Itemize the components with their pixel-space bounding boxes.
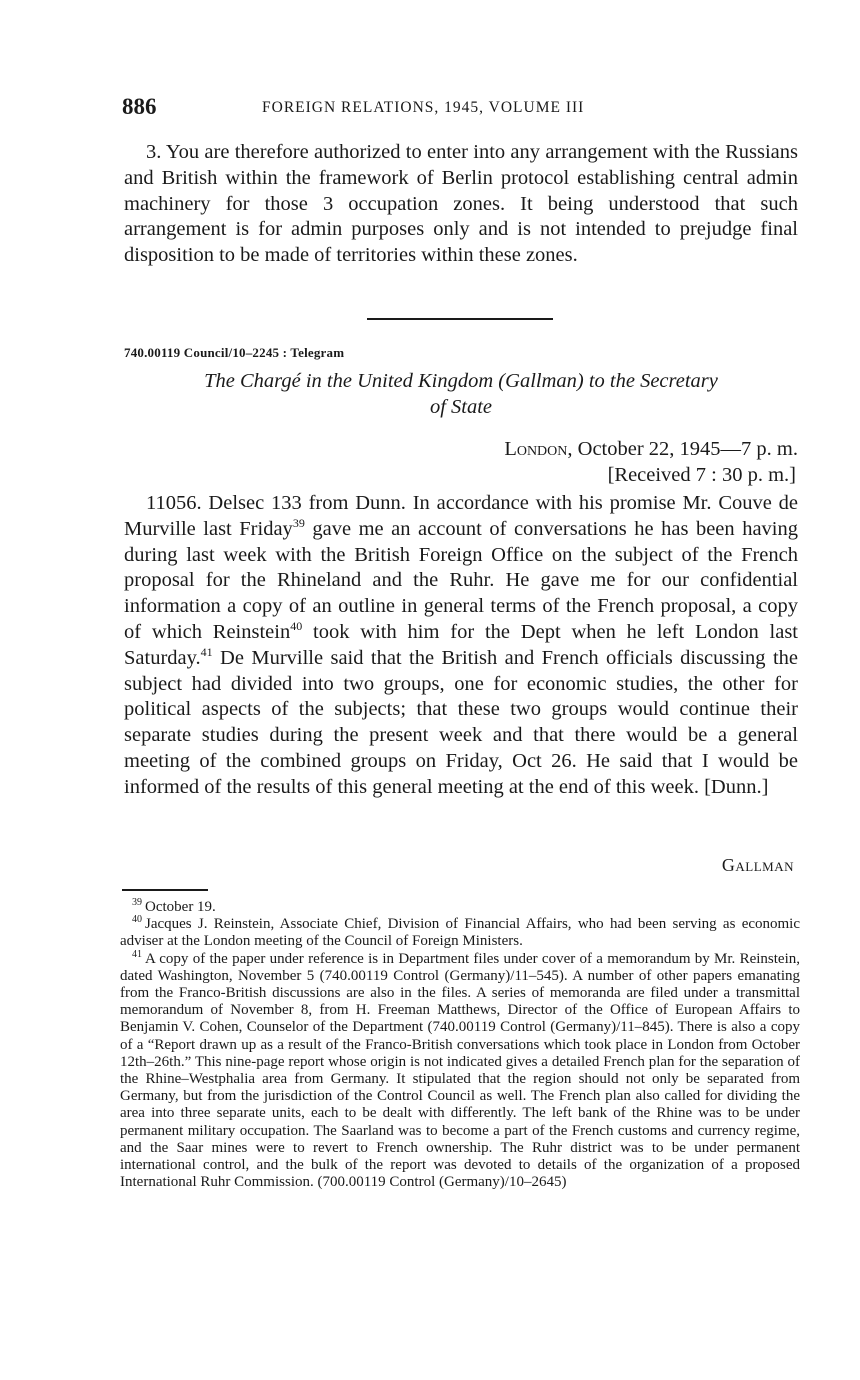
file-reference: 740.00119 Council/10–2245 : Telegram (124, 345, 345, 360)
received-time: [Received 7 : 30 p. m.] (607, 464, 796, 486)
dateline-place: London (504, 438, 568, 460)
footnotes (120, 899, 800, 1191)
telegram-body-part-3: took with him for the Dept when he left London last Saturday. (124, 620, 798, 669)
footnote-text: October 19. (145, 899, 216, 915)
footnote-mark: 41 (132, 948, 142, 960)
footnote-ref-40: 40 (290, 619, 303, 634)
telegram-body-part-1: 11056. Delsec 133 from Dunn. In accordance with his promise Mr. Couve de Murville last Friday (124, 492, 798, 540)
footnote-mark: 39 (132, 897, 142, 908)
paragraph-3-authorization: 3. You are therefore authorized to enter into any arrangement with the Russians and British within the framework of Berlin protocol establishing central admin machinery for those 3 occupation zones. It being understood that such arrangement is for admin purposes only and is not intended to prejudge final disposition to be made of territories within these zones. (124, 141, 798, 267)
footnote-ref-39: 39 (292, 515, 305, 530)
footnote-40 (120, 916, 800, 950)
footnote-ref-41: 41 (200, 644, 213, 659)
footnote-text: A copy of the paper under reference is in Department files under cover of a memorandum by Mr. Reinstein, dated Washington, November 5 (740.00119 Control (Germany)/11–545). A number of other papers emanating from the Franco-British discussions are also in the files. A series of memoranda are filed under a transmittal memorandum of November 8, from H. Freeman Matthews, Director of the Office of European Affairs to Benjamin V. Cohen, Counselor of the Department (740.00119 Control (Germany)/11–845). There is also a copy of a “Report drawn up as a result of the Franco-British conversations which took place in London from October 12th–26th.” This nine-page report whose origin is not indicated gives a detailed French plan for the separation of the Rhine–Westphalia area from Germany. It stipulated that the region should not only be separated from Germany, but from the jurisdiction of the Control Council as well. The French plan also called for dividing the area into three separate units, each to be dealt with differently. The left bank of the Rhine was to be under permanent military occupation. The Saarland was to become a part of the French customs and currency regime, and the Saar mines were to revert to French ownership. The Ruhr district was to be under permanent international control, and the bulk of the report was devoted to details of the organization of a proposed International Ruhr Commission. (700.00119 Control (Germany)/10–2645) (120, 950, 800, 1191)
footnote-divider (122, 889, 208, 891)
footnote-text: Jacques J. Reinstein, Associate Chief, Division of Financial Affairs, who had been serving as economic adviser at the London meeting of the Council of Foreign Ministers. (120, 916, 800, 950)
telegram-body-part-4: De Murville said that the British and French officials discussing the subject had divided into two groups, one for economic studies, the other for political aspects of the subjects; that these two groups would continue their separate studies during the present week and that there would be a general meeting of the combined groups on Friday, Oct 26. He said that I would be informed of the results of this general meeting at the end of this week. [Dunn.] (124, 646, 798, 798)
document-title-line-2: of State (429, 396, 493, 418)
page-header (122, 94, 798, 126)
telegram-body (124, 491, 798, 801)
signature: Gallman (721, 855, 794, 875)
document-title (124, 368, 798, 420)
section-divider (367, 318, 553, 320)
running-head: FOREIGN RELATIONS, 1945, VOLUME III (262, 99, 585, 116)
footnote-41 (120, 948, 800, 1192)
dateline (504, 438, 798, 461)
footnote-39 (120, 899, 800, 916)
document-title-line-1: The Chargé in the United Kingdom (Gallman) to the Secretary (204, 370, 718, 392)
telegram-body-part-2: gave me an account of conversations he has been having during last week with the British Foreign Office on the subject of the French proposal for the Rhineland and the Ruhr. He gave me for our confidential information a copy of an outline in general terms of the French proposal, a copy of which Reinstein (124, 517, 798, 643)
page-number: 886 (122, 94, 157, 119)
footnote-mark: 40 (132, 914, 142, 926)
dateline-date: , October 22, 1945—7 p. m. (567, 438, 798, 460)
